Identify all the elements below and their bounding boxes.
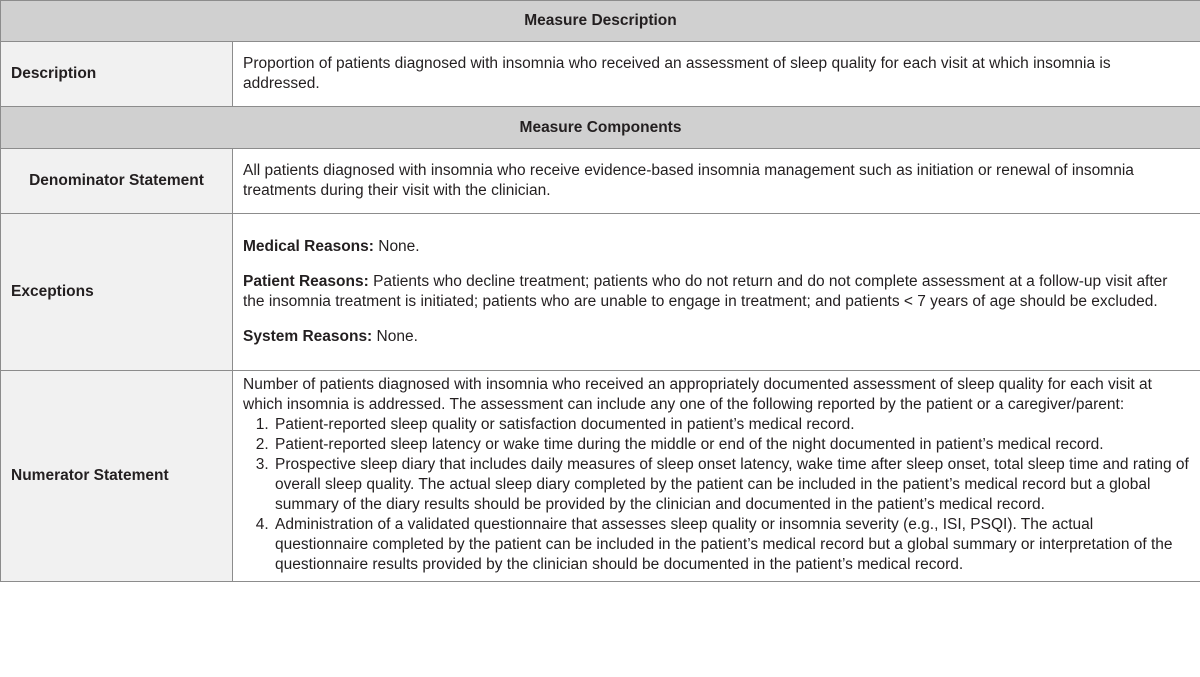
medical-reasons-text: None. xyxy=(373,238,420,255)
medical-reasons xyxy=(243,237,1190,257)
list-item: 1. Patient-reported sleep quality or satisfaction documented in patient’s medical record. xyxy=(273,415,1190,435)
measure-components-header: Measure Components xyxy=(1,107,1200,149)
description-label: Description xyxy=(1,42,233,107)
list-item: 4. Administration of a validated questionnaire that assesses sleep quality or insomnia severity (e.g., ISI, PSQI). The actual questionnaire completed by the patient can be included in the patient’s medical record but a global summary or interpretation of the questionnaire results provided by the clinician should be documented in the patient’s medical record. xyxy=(273,515,1190,575)
exceptions-text xyxy=(233,214,1200,371)
denominator-text: All patients diagnosed with insomnia who receive evidence-based insomnia management such as initiation or renewal of insomnia treatments during their visit with the clinician. xyxy=(233,149,1200,214)
system-reasons xyxy=(243,327,1190,347)
list-item: 3. Prospective sleep diary that includes daily measures of sleep onset latency, wake time after sleep onset, total sleep time and rating of overall sleep quality. The actual sleep diary completed by the patient can be included in the patient’s medical record but a global summary of the diary results should be provided by the clinician and documented in the patient’s medical record. xyxy=(273,455,1190,515)
system-reasons-text: None. xyxy=(372,328,418,345)
exceptions-row xyxy=(1,214,1200,371)
list-item: 2. Patient-reported sleep latency or wake time during the middle or end of the night documented in patient’s medical record. xyxy=(273,435,1190,455)
denominator-label: Denominator Statement xyxy=(1,149,233,214)
medical-reasons-label: Medical Reasons: xyxy=(243,238,374,255)
numerator-row xyxy=(1,371,1200,582)
measure-description-header-row xyxy=(1,1,1200,42)
measure-components-header-row xyxy=(1,107,1200,149)
description-row xyxy=(1,42,1200,107)
patient-reasons xyxy=(243,272,1190,312)
numerator-list xyxy=(243,415,1190,575)
numerator-intro: Number of patients diagnosed with insomnia who received an appropriately documented assessment of sleep quality for each visit at which insomnia is addressed. The assessment can include any one of the following reported by the patient or a caregiver/parent: xyxy=(243,376,1152,413)
measure-description-header: Measure Description xyxy=(1,1,1200,42)
patient-reasons-text: Patients who decline treatment; patients who do not return and do not complete assessment at a follow-up visit after the insomnia treatment is initiated; patients who are unable to engage in treatment; and patients < 7 years of age should be excluded. xyxy=(243,273,1168,310)
denominator-row xyxy=(1,149,1200,214)
exceptions-label: Exceptions xyxy=(1,214,233,371)
system-reasons-label: System Reasons: xyxy=(243,328,373,345)
patient-reasons-label: Patient Reasons: xyxy=(243,273,369,290)
numerator-text xyxy=(233,371,1200,582)
description-text: Proportion of patients diagnosed with insomnia who received an assessment of sleep quality for each visit at which insomnia is addressed. xyxy=(233,42,1200,107)
numerator-label: Numerator Statement xyxy=(1,371,233,582)
